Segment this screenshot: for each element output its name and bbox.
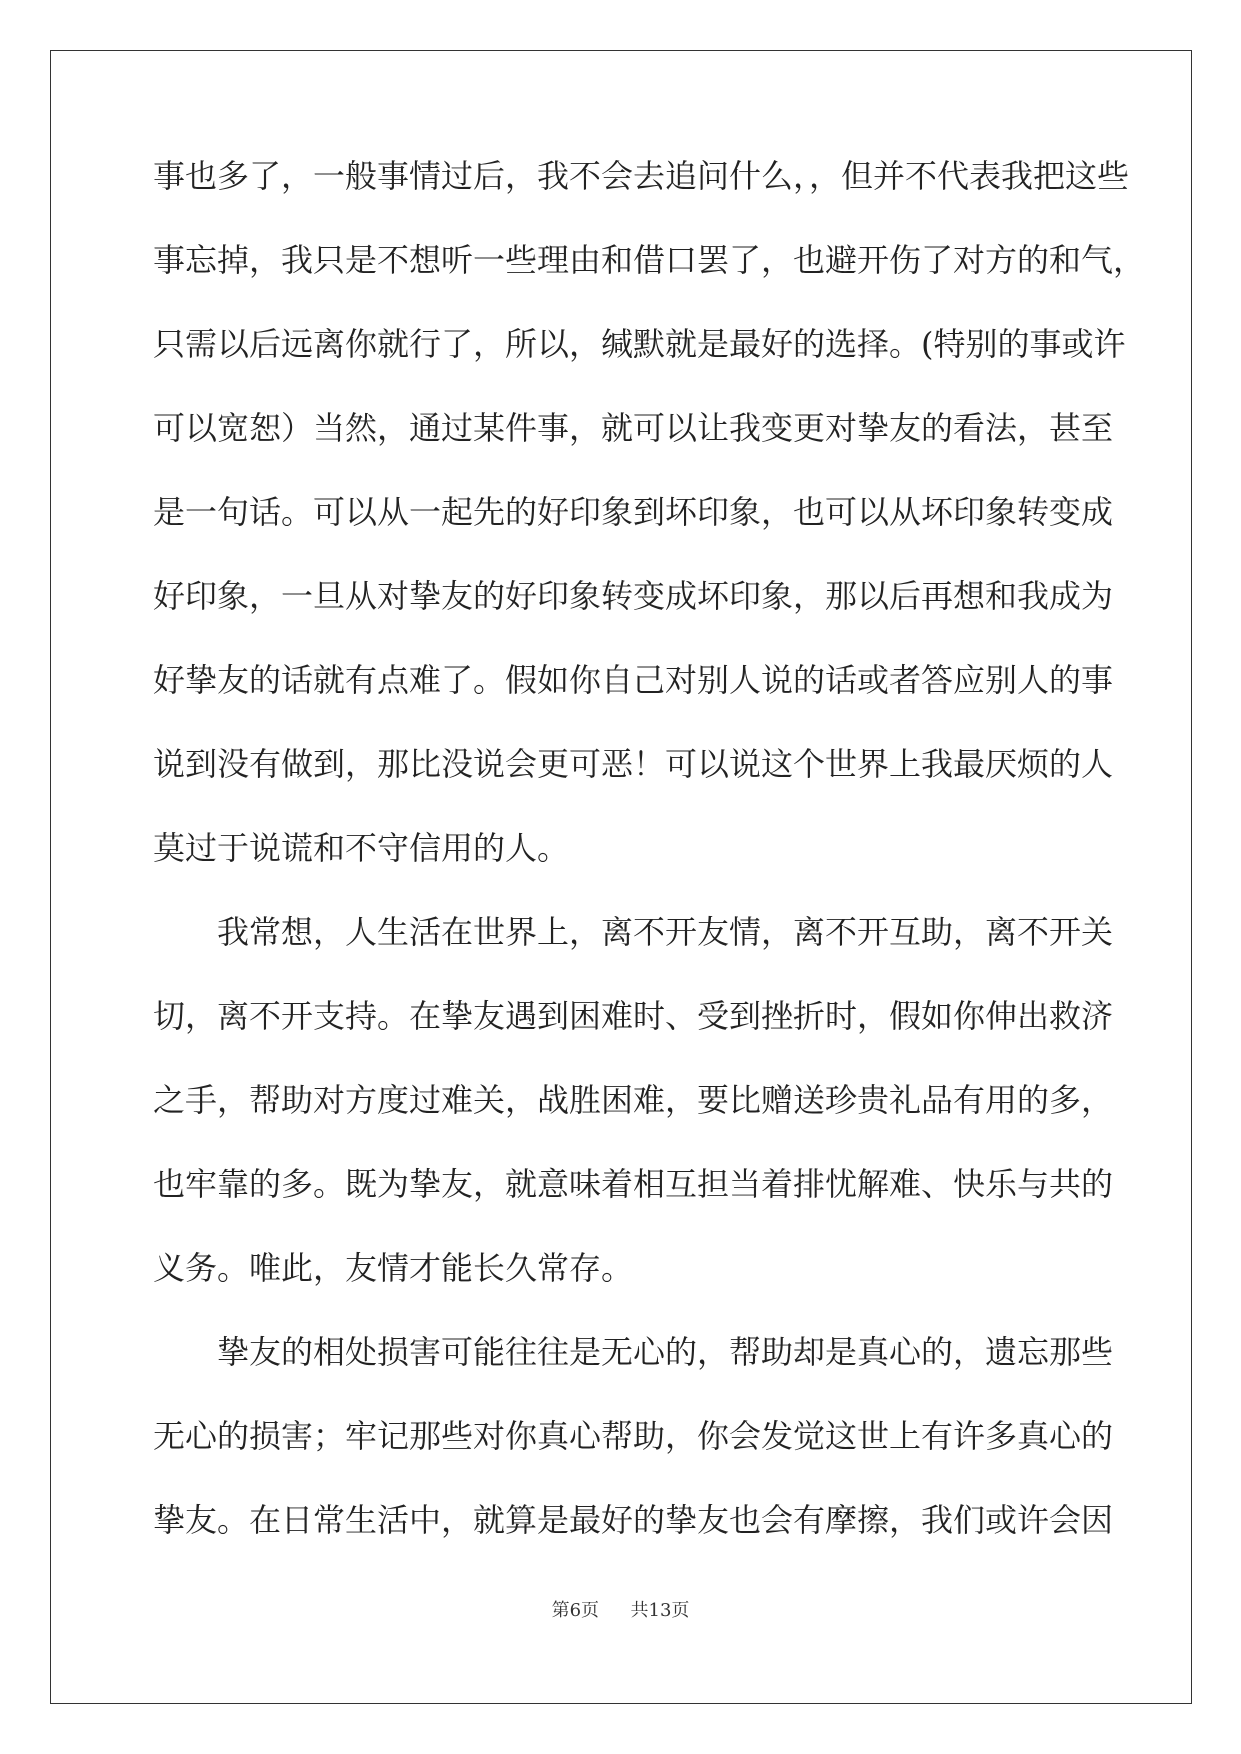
text-line: 之手，帮助对方度过难关，战胜困难，要比赠送珍贵礼品有用的多， [153, 1081, 1114, 1119]
text-line: 事也多了，一般事情过后，我不会去追问什么，，但并不代表我把这些 [153, 157, 1130, 195]
page-number: 第6页 [551, 1600, 600, 1621]
page-footer [0, 1596, 1241, 1622]
text-line: 是一句话。可以从一起先的好印象到坏印象，也可以从坏印象转变成 [153, 493, 1114, 531]
paragraph-start-line: 我常想，人生活在世界上，离不开友情，离不开互助，离不开关 [217, 913, 1114, 951]
text-line: 无心的损害；牢记那些对你真心帮助，你会发觉这世上有许多真心的 [153, 1417, 1114, 1455]
text-line: 说到没有做到，那比没说会更可恶！可以说这个世界上我最厌烦的人 [153, 745, 1114, 783]
text-line: 切，离不开支持。在挚友遇到困难时、受到挫折时，假如你伸出救济 [153, 997, 1114, 1035]
text-line: 挚友。在日常生活中，就算是最好的挚友也会有摩擦，我们或许会因 [153, 1501, 1114, 1539]
document-body [153, 157, 1146, 1588]
total-pages: 共13页 [630, 1600, 690, 1621]
text-line: 莫过于说谎和不守信用的人。 [153, 829, 570, 867]
text-line: 好挚友的话就有点难了。假如你自己对别人说的话或者答应别人的事 [153, 661, 1114, 699]
paragraph-start-line: 挚友的相处损害可能往往是无心的，帮助却是真心的，遗忘那些 [217, 1333, 1114, 1371]
text-line: 也牢靠的多。既为挚友，就意味着相互担当着排忧解难、快乐与共的 [153, 1165, 1114, 1203]
text-line: 可以宽恕）当然，通过某件事，就可以让我变更对挚友的看法，甚至 [153, 409, 1114, 447]
text-line: 义务。唯此，友情才能长久常存。 [153, 1249, 634, 1287]
text-line: 只需以后远离你就行了，所以，缄默就是最好的选择。(特别的事或许 [153, 325, 1126, 363]
text-line: 事忘掉，我只是不想听一些理由和借口罢了，也避开伤了对方的和气， [153, 241, 1146, 279]
text-line: 好印象，一旦从对挚友的好印象转变成坏印象，那以后再想和我成为 [153, 577, 1114, 615]
